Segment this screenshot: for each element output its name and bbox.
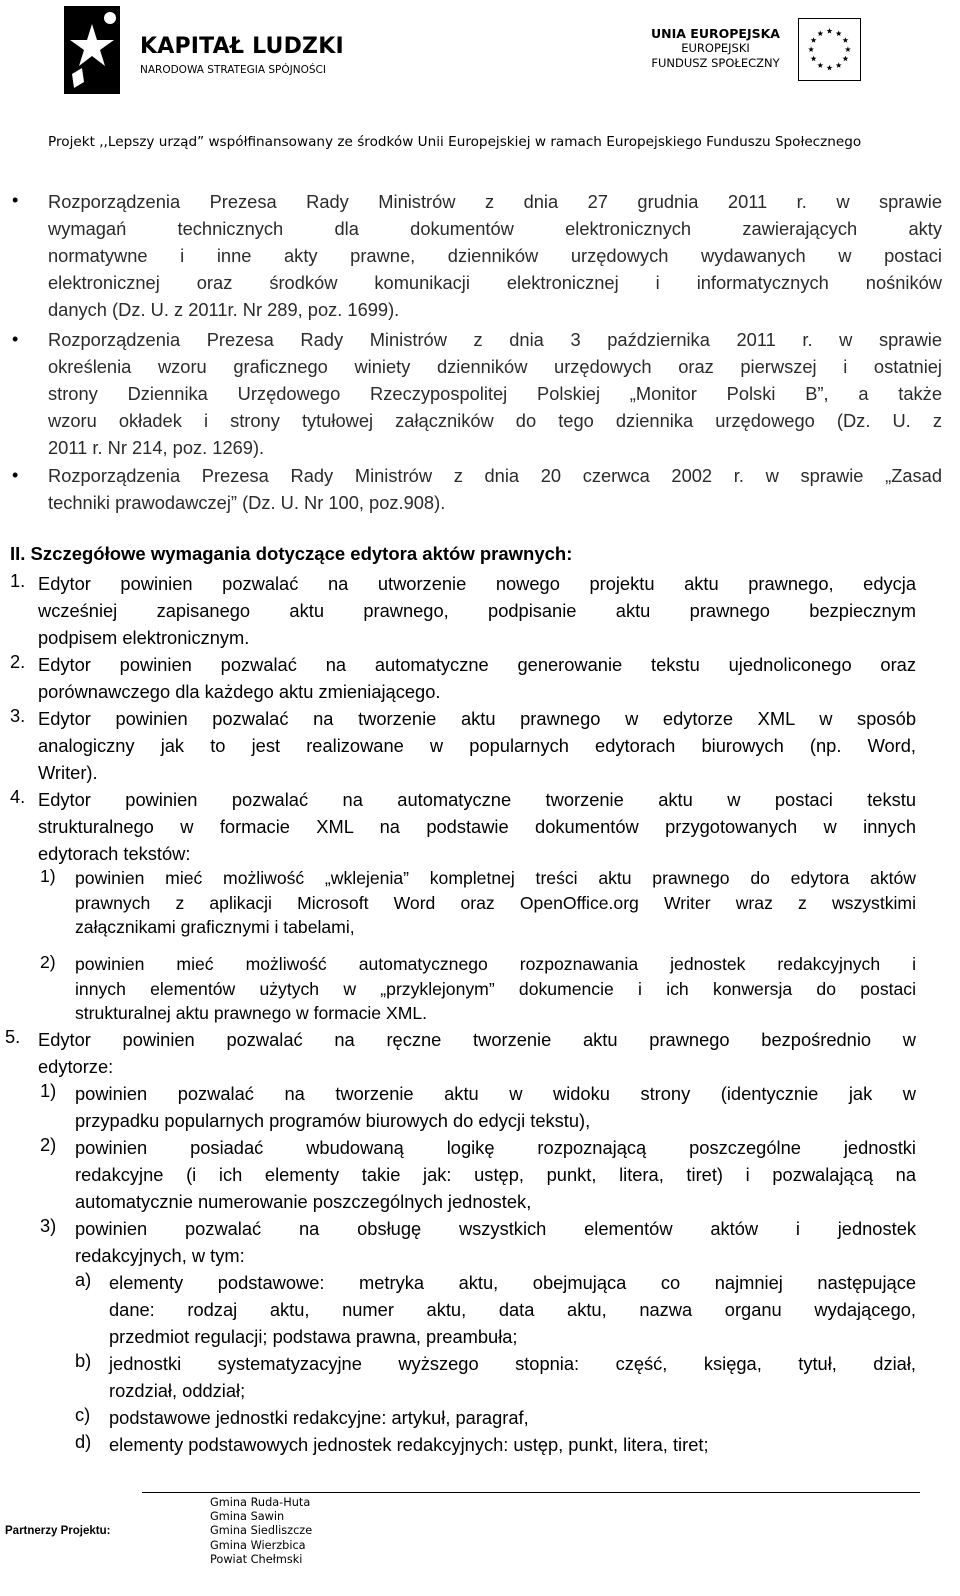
text-line: wcześniej zapisanego aktu prawnego, podpisanie aktu prawnego bezpiecznym [38,600,916,621]
item-number: 3. [10,705,26,726]
eu-star-icon [845,46,851,52]
text-line: strukturalnego w formacie XML na podstawie dokumentów przygotowanych w innych [38,816,916,837]
text-line: jednostki systematyzacyjne wyższego stopnia: część, księga, tytuł, dział, [109,1353,916,1374]
item-number: 2. [10,651,26,672]
eu-logo-line1: UNIA EUROPEJSKA [651,26,780,41]
bullet-icon: • [12,329,19,349]
partner-name: Gmina Ruda-Huta [210,1496,311,1509]
text-line: Edytor powinien pozwalać na automatyczne generowanie tekstu ujednoliconego oraz [38,654,916,675]
kapital-ludzki-logo [62,4,352,96]
requirement-letter-d [109,1431,916,1458]
eu-star-icon [817,30,823,36]
text-line: dane: rodzaj aktu, numer aktu, data aktu, nazwa organu wydającego, [109,1299,916,1320]
text-line: prawnych z aplikacji Microsoft Word oraz OpenOffice.org Writer wraz z wszystkimi [75,892,916,913]
requirement-letter-c [109,1404,916,1431]
item-number: 5. [5,1026,21,1047]
text-line: Rozporządzenia Prezesa Rady Ministrów z dnia 20 czerwca 2002 r. w sprawie „Zasad [48,465,942,486]
requirement-subitem-4-2 [75,952,916,1026]
text-line: załącznikami graficznymi i tabelami, [75,917,355,937]
partners-list [210,1496,312,1567]
requirement-letter-b [109,1350,916,1404]
eu-star-icon [836,62,842,68]
eu-logo [648,18,873,88]
eu-star-icon [808,46,814,52]
text-line: elementy podstawowych jednostek redakcyjnych: ustęp, punkt, litera, tiret; [109,1434,709,1455]
kapital-ludzki-subtitle: NARODOWA STRATEGIA SPÓJNOŚCI [140,64,326,76]
text-line: elementy podstawowe: metryka aktu, obejmująca co najmniej następujące [109,1272,916,1293]
requirement-item-5 [38,1026,916,1080]
subitem-number: 2) [40,952,56,972]
text-line: określenia wzoru graficznego winiety dzienników urzędowych oraz pierwszej i ostatniej [48,356,942,377]
text-line: danych (Dz. U. z 2011r. Nr 289, poz. 1699). [48,299,400,320]
eu-logo-line2: EUROPEJSKI [681,41,750,55]
text-line: Edytor powinien pozwalać na utworzenie nowego projektu aktu prawnego, edycja [38,573,916,594]
project-info-line: Projekt ,,Lepszy urząd” współfinansowany ze środków Unii Europejskiej w ramach Europejskiego Funduszu Społecznego [48,134,862,150]
requirement-subitem-4-1 [75,866,916,940]
text-line: Edytor powinien pozwalać na automatyczne tworzenie aktu w postaci tekstu [38,789,916,810]
text-line: redakcyjnych, w tym: [75,1245,245,1266]
text-line: strukturalnej aktu prawnego w formacie XML. [75,1003,428,1023]
letter-item-number: c) [75,1404,91,1425]
text-line: porównawczego dla każdego aktu zmieniającego. [38,681,441,702]
text-line: powinien pozwalać na tworzenie aktu w widoku strony (identycznie jak w [75,1083,916,1104]
text-line: 2011 r. Nr 214, poz. 1269). [48,437,265,458]
text-line: wymagań technicznych dla dokumentów elektronicznych zawierających akty [48,218,942,239]
requirement-item-3 [38,705,916,786]
bullet-icon: • [12,190,19,210]
subitem-number: 3) [40,1215,57,1236]
text-line: elektronicznej oraz środków komunikacji elektronicznej i informatycznych nośników [48,272,942,293]
eu-star-icon [811,37,817,43]
letter-item-number: d) [75,1431,92,1452]
section-heading: II. Szczegółowe wymagania dotyczące edytora aktów prawnych: [10,543,573,564]
text-line: Writer). [38,762,98,783]
bullet-item-1 [48,188,942,323]
eu-logo-text [648,26,783,71]
partner-name: Powiat Chełmski [210,1552,303,1566]
letter-item-number: b) [75,1350,92,1371]
text-line: powinien posiadać wbudowaną logikę rozpoznającą poszczególne jednostki [75,1137,916,1158]
text-line: rozdział, oddział; [109,1380,246,1401]
text-line: przypadku popularnych programów biurowych do edycji tekstu), [75,1110,591,1131]
text-line: Edytor powinien pozwalać na ręczne tworzenie aktu prawnego bezpośrednio w [38,1029,916,1050]
footer-divider [142,1492,920,1493]
text-line: Rozporządzenia Prezesa Rady Ministrów z dnia 3 października 2011 r. w sprawie [48,329,942,350]
text-line: wzoru okładek i strony tytułowej załączników do tego dziennika urzędowego (Dz. U. z [48,410,942,431]
text-line: automatycznie numerowanie poszczególnych jednostek, [75,1191,532,1212]
eu-star-icon [842,37,848,43]
item-number: 1. [10,570,26,591]
text-line: Edytor powinien pozwalać na tworzenie aktu prawnego w edytorze XML w sposób [38,708,916,729]
text-line: podstawowe jednostki redakcyjne: artykuł, paragraf, [109,1407,529,1428]
requirement-subitem-5-2 [75,1134,916,1215]
eu-star-icon [842,56,848,62]
text-line: Rozporządzenia Prezesa Rady Ministrów z dnia 27 grudnia 2011 r. w sprawie [48,191,942,212]
requirement-subitem-5-1 [75,1080,916,1134]
eu-logo-line3: FUNDUSZ SPOŁECZNY [651,56,780,70]
partner-name: Gmina Sawin [210,1510,285,1524]
letter-item-number: a) [75,1269,92,1290]
text-line: podpisem elektronicznym. [38,627,250,648]
bullet-icon: • [12,465,19,485]
requirement-item-4 [38,786,916,867]
partner-name: Gmina Siedliszcze [210,1524,313,1538]
kapital-ludzki-title: KAPITAŁ LUDZKI [140,34,344,59]
subitem-number: 2) [40,1134,57,1155]
requirement-item-1 [38,570,916,651]
eu-star-icon [811,56,817,62]
eu-star-icon [827,65,833,71]
text-line: powinien mieć możliwość automatycznego rozpoznawania jednostek redakcyjnych i [75,954,916,974]
text-line: przedmiot regulacji; podstawa prawna, preambuła; [109,1326,518,1347]
requirement-subitem-5-3 [75,1215,916,1269]
requirement-item-2 [38,651,916,705]
eu-star-icon [827,28,833,34]
text-line: analogiczny jak to jest realizowane w popularnych edytorach biurowych (np. Word, [38,735,916,756]
text-line: innych elementów użytych w „przyklejonym” dokumencie i ich konwersja do postaci [75,978,916,999]
text-line: strony Dziennika Urzędowego Rzeczypospolitej Polskiej „Monitor Polski B”, a także [48,383,942,404]
text-line: powinien mieć możliwość „wklejenia” kompletnej treści aktu prawnego do edytora aktów [75,868,916,888]
eu-star-icon [836,30,842,36]
kapital-ludzki-star-icon [62,4,124,96]
requirement-letter-a [109,1269,916,1350]
text-line: normatywne i inne akty prawne, dzienników urzędowych wydawanych w postaci [48,245,942,266]
bullet-item-2 [48,326,942,461]
bullet-item-3 [48,462,942,516]
subitem-number: 1) [40,866,56,886]
partner-name: Gmina Wierzbica [210,1538,306,1552]
eu-star-icon [817,62,823,68]
item-number: 4. [10,786,26,807]
text-line: powinien pozwalać na obsługę wszystkich elementów aktów i jednostek [75,1218,916,1239]
text-line: edytorze: [38,1056,114,1077]
text-line: edytorach tekstów: [38,843,191,864]
eu-flag-icon [798,18,861,81]
text-line: techniki prawodawczej” (Dz. U. Nr 100, poz.908). [48,492,446,513]
subitem-number: 1) [40,1080,57,1101]
text-line: redakcyjne (i ich elementy takie jak: ustęp, punkt, litera, tiret) i pozwalającą na [75,1164,916,1185]
partners-label: Partnerzy Projektu: [5,1525,111,1537]
